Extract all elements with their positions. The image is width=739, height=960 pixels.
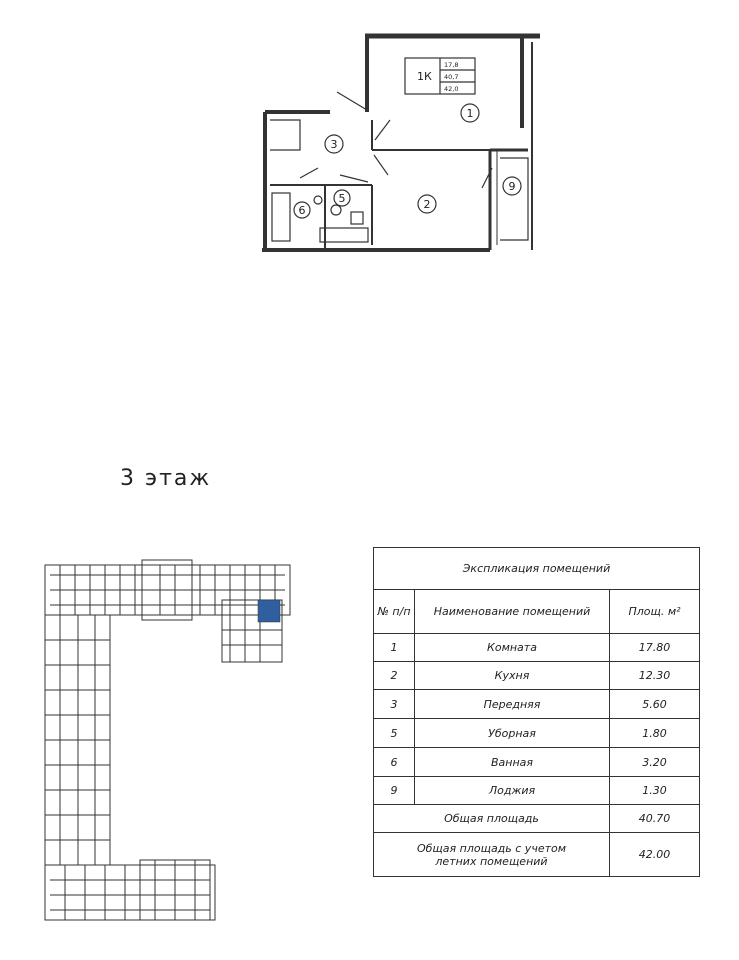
row-area: 17.80 xyxy=(610,634,700,662)
plan-area-living: 17,8 xyxy=(444,61,459,69)
table-row xyxy=(374,690,700,719)
row-number: 9 xyxy=(374,777,415,805)
header-area: Площ. м² xyxy=(610,590,700,634)
room-marker-3: 3 xyxy=(330,138,338,151)
room-marker-9: 9 xyxy=(508,180,516,193)
total-summer-row xyxy=(374,833,700,877)
row-name: Передняя xyxy=(415,690,610,719)
total-value: 40.70 xyxy=(610,805,700,833)
header-name: Наименование помещений xyxy=(415,590,610,634)
header-number: № п/п xyxy=(374,590,415,634)
row-number: 5 xyxy=(374,719,415,748)
row-number: 6 xyxy=(374,748,415,777)
total-row xyxy=(374,805,700,833)
row-area: 1.30 xyxy=(610,777,700,805)
table-row xyxy=(374,777,700,805)
room-marker-6: 6 xyxy=(298,204,306,217)
explication-table xyxy=(373,547,700,877)
row-number: 3 xyxy=(374,690,415,719)
room-marker-1: 1 xyxy=(466,107,474,120)
total-summer-label: Общая площадь с учетом летних помещений xyxy=(374,833,610,877)
room-marker-2: 2 xyxy=(423,198,431,211)
room-marker-5: 5 xyxy=(338,192,346,205)
table-row xyxy=(374,634,700,662)
table-row xyxy=(374,719,700,748)
floor-label: 3 этаж xyxy=(120,466,212,491)
row-area: 3.20 xyxy=(610,748,700,777)
row-number: 2 xyxy=(374,662,415,690)
total-label: Общая площадь xyxy=(374,805,610,833)
table-row xyxy=(374,748,700,777)
row-name: Комната xyxy=(415,634,610,662)
row-name: Лоджия xyxy=(415,777,610,805)
row-name: Кухня xyxy=(415,662,610,690)
plan-area-summer: 42,0 xyxy=(444,85,459,93)
table-title: Экспликация помещений xyxy=(374,548,700,590)
plan-area-total: 40,7 xyxy=(444,73,459,81)
row-number: 1 xyxy=(374,634,415,662)
total-summer-value: 42.00 xyxy=(610,833,700,877)
apartment-type-label: 1К xyxy=(417,70,432,83)
highlighted-apartment xyxy=(258,600,280,622)
row-name: Уборная xyxy=(415,719,610,748)
row-area: 12.30 xyxy=(610,662,700,690)
row-area: 5.60 xyxy=(610,690,700,719)
apartment-floor-plan xyxy=(255,30,555,260)
row-name: Ванная xyxy=(415,748,610,777)
row-area: 1.80 xyxy=(610,719,700,748)
building-key-plan xyxy=(40,555,295,925)
table-row xyxy=(374,662,700,690)
